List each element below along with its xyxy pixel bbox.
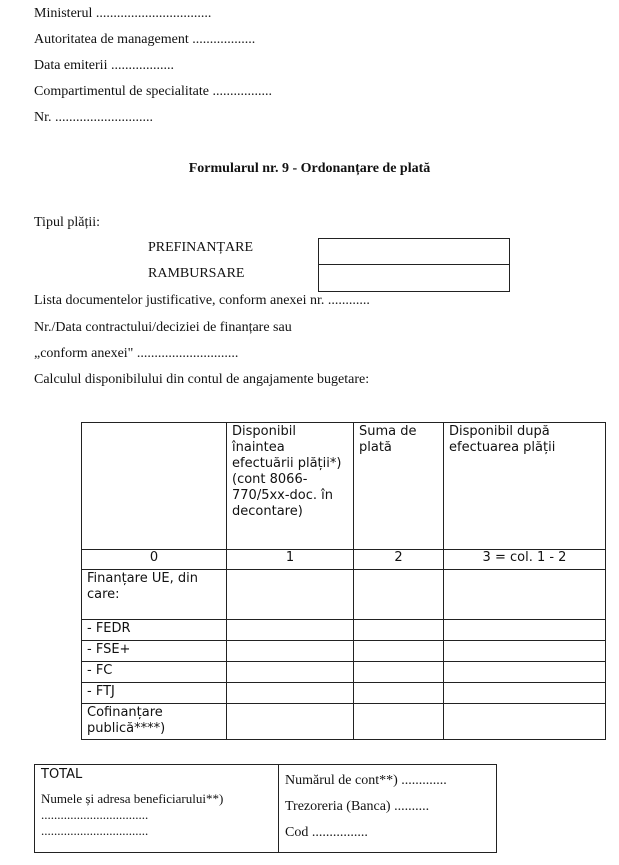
index-cell: 0: [82, 550, 227, 570]
data-emiterii-line: Data emiterii ..................: [34, 58, 174, 73]
header-cell: Disponibil înaintea efectuării plății*) (cont 8066-770/5xx-doc. în decontare): [227, 423, 354, 550]
row-label: Cofinanțare publică****): [82, 704, 227, 740]
treasury-line[interactable]: Trezoreria (Banca) ..........: [285, 799, 430, 814]
table-row: [82, 620, 606, 641]
value-cell[interactable]: [444, 620, 606, 641]
value-cell[interactable]: [444, 683, 606, 704]
payment-type-rambursare: RAMBURSARE: [148, 266, 245, 281]
account-cell: [279, 765, 497, 853]
value-cell[interactable]: [354, 704, 444, 740]
account-number-line[interactable]: Numărul de cont**) .............: [285, 773, 447, 788]
total-label: TOTAL: [41, 767, 83, 782]
row-label: - FSE+: [82, 641, 227, 662]
beneficiary-label: Numele și adresa beneficiarului**): [41, 791, 224, 806]
rambursare-checkbox[interactable]: [318, 264, 510, 292]
calc-table: [81, 422, 606, 740]
ministerul-line: Ministerul .................................: [34, 6, 212, 21]
table-index-row: [82, 550, 606, 570]
table-row: [82, 704, 606, 740]
table-row: [82, 683, 606, 704]
code-line[interactable]: Cod ................: [285, 825, 368, 840]
beneficiary-cell: [35, 765, 279, 853]
index-cell: 1: [227, 550, 354, 570]
contract-line: Nr./Data contractului/deciziei de finanțare sau: [34, 320, 292, 335]
value-cell[interactable]: [354, 683, 444, 704]
index-cell: 3 = col. 1 - 2: [444, 550, 606, 570]
value-cell[interactable]: [444, 641, 606, 662]
payment-type-label: Tipul plății:: [34, 215, 101, 230]
prefinantare-checkbox[interactable]: [318, 238, 510, 265]
page-title: Formularul nr. 9 - Ordonanțare de plată: [188, 161, 431, 176]
autoritatea-line: Autoritatea de management ..................: [34, 32, 256, 47]
index-cell: 2: [354, 550, 444, 570]
value-cell[interactable]: [227, 683, 354, 704]
value-cell[interactable]: [227, 704, 354, 740]
value-cell[interactable]: [227, 662, 354, 683]
table-row: [82, 662, 606, 683]
value-cell[interactable]: [354, 662, 444, 683]
header-cell: [82, 423, 227, 550]
value-cell[interactable]: [227, 570, 354, 620]
header-cell: Suma de plată: [354, 423, 444, 550]
lista-documente-line: Lista documentelor justificative, conform anexei nr. ............: [34, 293, 370, 308]
row-label: Finanțare UE, din care:: [82, 570, 227, 620]
value-cell[interactable]: [354, 620, 444, 641]
value-cell[interactable]: [444, 704, 606, 740]
compartimentul-line: Compartimentul de specialitate .................: [34, 84, 272, 99]
beneficiary-table: [34, 764, 497, 853]
value-cell[interactable]: [444, 570, 606, 620]
value-cell[interactable]: [227, 641, 354, 662]
value-cell[interactable]: [444, 662, 606, 683]
payment-type-prefinantare: PREFINANȚARE: [148, 240, 254, 255]
table-row: [82, 570, 606, 620]
header-cell: Disponibil după efectuarea plății: [444, 423, 606, 550]
value-cell[interactable]: [354, 641, 444, 662]
nr-line: Nr. ............................: [34, 110, 153, 125]
conform-anexei-line: „conform anexei" .............................: [34, 346, 239, 361]
calcul-line: Calculul disponibilului din contul de angajamente bugetare:: [34, 372, 370, 387]
value-cell[interactable]: [354, 570, 444, 620]
beneficiary-dots-2[interactable]: .................................: [41, 823, 149, 838]
value-cell[interactable]: [227, 620, 354, 641]
row-label: - FC: [82, 662, 227, 683]
beneficiary-dots-1[interactable]: .................................: [41, 807, 149, 822]
table-header-row: [82, 423, 606, 550]
table-row: [82, 641, 606, 662]
row-label: - FEDR: [82, 620, 227, 641]
row-label: - FTJ: [82, 683, 227, 704]
